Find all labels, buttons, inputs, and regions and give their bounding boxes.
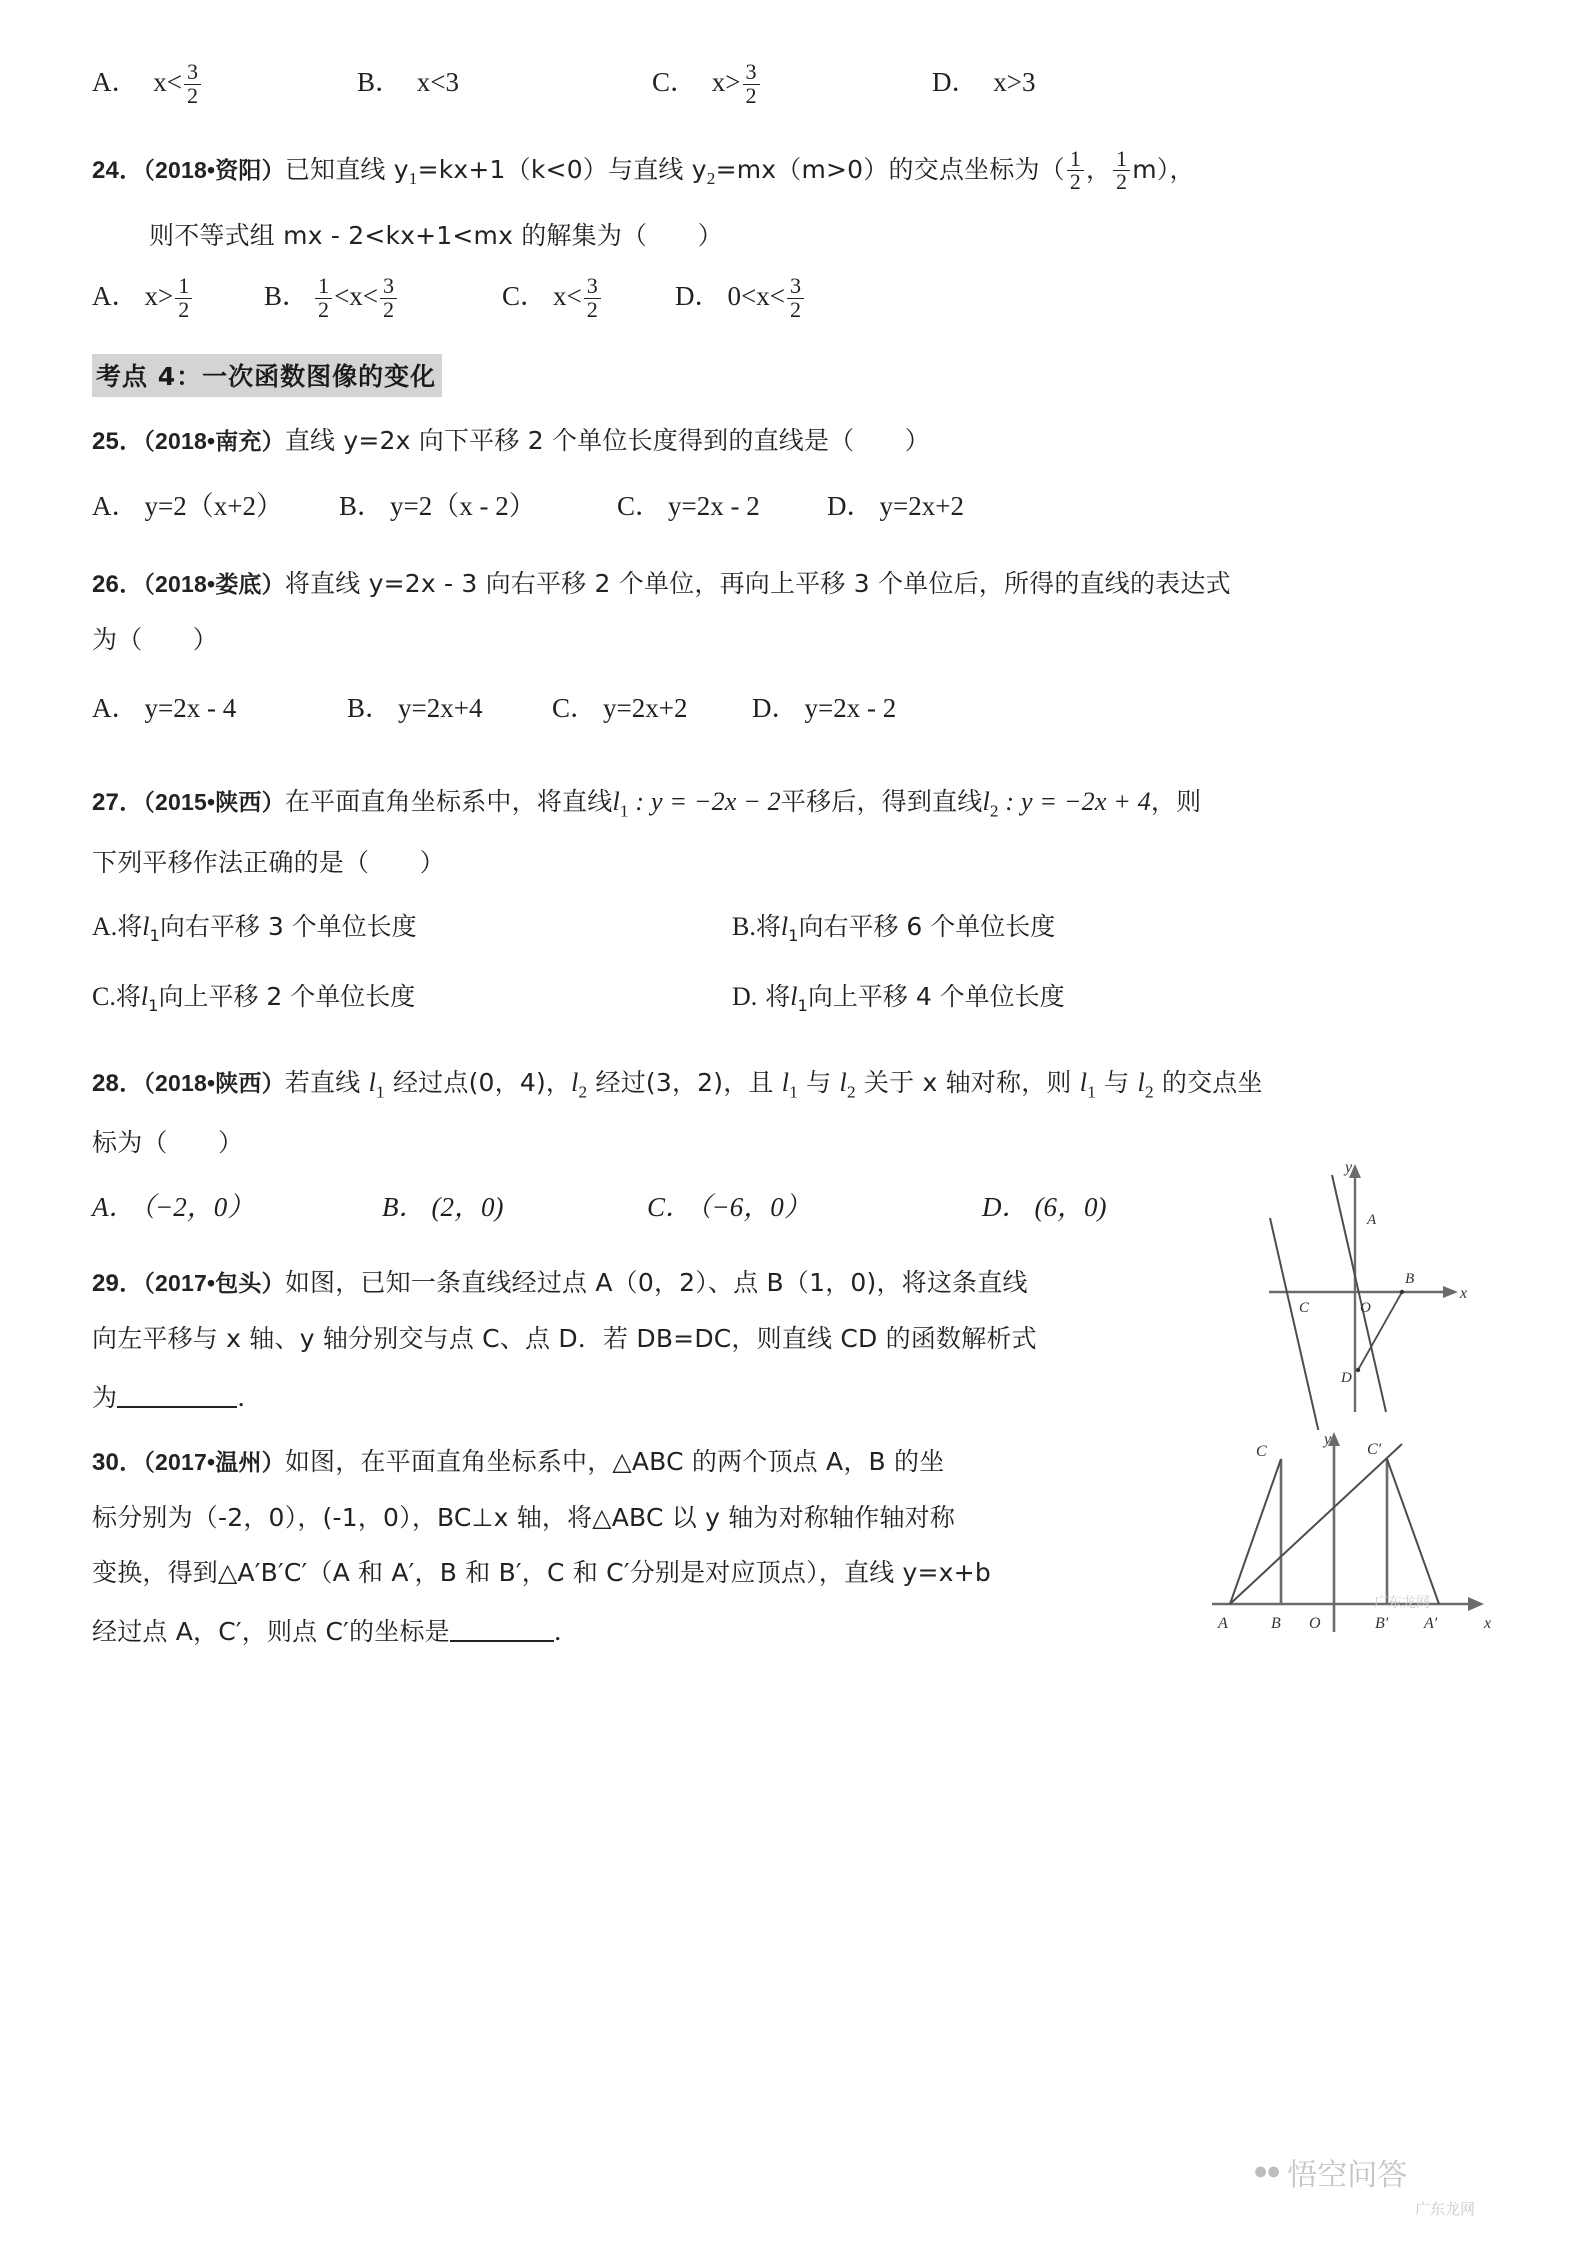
q29-line-cd xyxy=(1270,1218,1324,1430)
q24-choice-b-label: B． xyxy=(264,281,310,312)
q29-label-origin: O xyxy=(1360,1300,1371,1316)
q29-label-y-axis: y xyxy=(1345,1159,1353,1176)
q27-choices-row-2 xyxy=(92,977,1492,1043)
q27-choice-b-l-symbol: l xyxy=(780,911,789,941)
q27-line-1 xyxy=(92,788,1492,820)
q23-choice-a-fraction: $\frac{3}{2}$ xyxy=(184,61,201,107)
q24-choice-b-fraction-2: $\frac{3}{2}$ xyxy=(380,275,397,321)
q24-choice-d-fraction: $\frac{3}{2}$ xyxy=(787,275,804,321)
q24-choice-a-fraction: $\frac{1}{2}$ xyxy=(175,275,192,321)
q27-l1-subscript: 1 xyxy=(619,801,629,821)
q27-choice-a-subscript: 1 xyxy=(149,925,160,945)
q26-choice-b-text: y=2x+4 xyxy=(398,693,483,724)
q25-line-1 xyxy=(92,427,1492,454)
q28-text-1g: 的交点坐 xyxy=(1153,1067,1263,1097)
q25-choice-a-text: y=2（x+2） xyxy=(144,491,283,522)
q24-coord-x-fraction: $\frac{1}{2}$ xyxy=(1067,148,1084,193)
q25-choice-c[interactable] xyxy=(617,484,760,523)
q27-choice-b-pre: 将 xyxy=(755,911,781,941)
q25-text: 直线 y=2x 向下平移 2 个单位长度得到的直线是（ ） xyxy=(284,426,930,456)
q28-l4-subscript: 2 xyxy=(846,1082,856,1102)
q27-choice-c[interactable] xyxy=(92,977,415,1015)
q28-choice-a-text: （−2，0） xyxy=(141,1192,255,1223)
q28-text-1e: 关于 x 轴对称，则 xyxy=(855,1067,1080,1097)
q27-choice-c-label: C. xyxy=(92,981,116,1011)
q26-choice-d-text: y=2x - 2 xyxy=(804,693,897,724)
q27-choice-a-pre: 将 xyxy=(117,911,143,941)
q30-label-point-a-prime: A′ xyxy=(1424,1615,1438,1632)
q30-answer-blank[interactable] xyxy=(450,1615,554,1642)
q30-x-axis-arrow xyxy=(1468,1597,1484,1611)
q24-text-1b: =kx+1（k<0）与直线 y xyxy=(417,154,707,184)
q25-choice-b-label: B． xyxy=(339,491,385,522)
q27-choice-c-l-symbol: l xyxy=(140,981,149,1011)
q27-choice-d-post: 向上平移 4 个单位长度 xyxy=(807,981,1065,1011)
q24-choice-b[interactable] xyxy=(264,274,399,321)
q24-text-1a: 已知直线 y xyxy=(284,154,409,184)
q29-figure-svg xyxy=(1255,1150,1555,1430)
q28-l5-symbol: l xyxy=(1079,1067,1088,1097)
q24-source: （2018•资阳） xyxy=(143,156,285,183)
q27-number: 27． xyxy=(92,789,144,817)
q30-label-point-a: A xyxy=(1218,1615,1228,1632)
q28-choice-a[interactable] xyxy=(92,1185,254,1224)
q29-number: 29． xyxy=(92,1270,144,1298)
q27-l2-subscript: 2 xyxy=(989,801,999,821)
q24-line-2: 则不等式组 mx - 2<kx+1<mx 的解集为（ ） xyxy=(149,221,723,251)
q25-source: （2018•南充） xyxy=(143,428,285,455)
q29-label-point-b: B xyxy=(1405,1271,1415,1287)
q28-choice-c-label: C． xyxy=(647,1192,693,1223)
q26-choice-a-text: y=2x - 4 xyxy=(144,693,237,724)
q25-choice-d-label: D． xyxy=(827,491,874,522)
q23-choice-d-expr: x>3 xyxy=(993,67,1036,97)
q23-choice-c-fraction: $\frac{3}{2}$ xyxy=(743,61,760,107)
q28-l1-subscript: 1 xyxy=(376,1082,385,1102)
q27-choice-d-l-symbol: l xyxy=(790,981,798,1011)
q26-line-2: 为（ ） xyxy=(92,625,219,655)
q30-number: 30． xyxy=(92,1449,144,1477)
q27-source: （2015•陕西） xyxy=(143,789,285,816)
q24-choice-b-mid: <x< xyxy=(334,281,379,312)
q25-choice-b-text: y=2（x - 2） xyxy=(390,491,536,522)
q26-line-1 xyxy=(92,570,1492,597)
q27-equation-1: : y = −2x − 2 xyxy=(628,787,781,817)
q24-line-1 xyxy=(92,148,1492,193)
q27-choice-d-subscript: 1 xyxy=(797,995,808,1015)
q30-label-point-c: C xyxy=(1256,1443,1267,1460)
q28-number: 28． xyxy=(92,1069,144,1097)
q26-text-1: 将直线 y=2x - 3 向右平移 2 个单位，再向上平移 3 个单位后，所得的直线的表达式 xyxy=(284,569,1231,599)
q29-source: （2017•包头） xyxy=(143,1270,285,1297)
q24-coord-separator: ， xyxy=(1085,154,1112,184)
q28-l6-symbol: l xyxy=(1137,1067,1145,1097)
q26-choice-c-text: y=2x+2 xyxy=(603,693,688,724)
q27-text-1c: ，则 xyxy=(1150,787,1202,817)
q29-text-1: 如图，已知一条直线经过点 A（0，2）、点 B（1，0)，将这条直线 xyxy=(284,1268,1028,1298)
q30-label-point-b-prime: B′ xyxy=(1375,1615,1389,1632)
q24-choice-c[interactable] xyxy=(502,274,603,321)
q30-answer-suffix: ． xyxy=(553,1617,580,1647)
q30-label-point-c-prime: C′ xyxy=(1367,1441,1382,1458)
section-header-wrapper xyxy=(92,354,1492,397)
q28-text-1f: 与 xyxy=(1096,1067,1138,1097)
q27-choice-b-post: 向右平移 6 个单位长度 xyxy=(798,911,1056,941)
q27-text-1a: 在平面直角坐标系中，将直线 xyxy=(284,787,613,817)
q27-choice-a[interactable] xyxy=(92,907,417,945)
q28-l3-symbol: l xyxy=(781,1067,790,1097)
q28-choice-c[interactable] xyxy=(647,1185,811,1224)
q23-choices-row xyxy=(92,60,1492,134)
q23-choice-d-label: D． xyxy=(932,67,979,97)
q29-answer-suffix: ． xyxy=(237,1383,263,1413)
q28-choice-a-label: A． xyxy=(92,1192,136,1223)
q26-number: 26． xyxy=(92,571,144,599)
q28-choice-d-label: D． xyxy=(982,1192,1029,1223)
q25-choice-d-text: y=2x+2 xyxy=(879,491,964,522)
q30-label-x-axis: x xyxy=(1484,1615,1492,1632)
q24-text-1c: =mx（m>0）的交点坐标为（ xyxy=(715,154,1065,184)
q24-choice-c-fraction: $\frac{3}{2}$ xyxy=(584,275,601,321)
q26-choice-d[interactable] xyxy=(752,686,896,725)
q27-choice-d-pre: 将 xyxy=(765,981,791,1011)
q23-choice-c-expr: x> xyxy=(711,67,741,97)
q26-choice-a-label: A． xyxy=(92,693,139,724)
q28-source: （2018•陕西） xyxy=(143,1069,285,1096)
q29-label-x-axis: x xyxy=(1460,1285,1468,1302)
q23-choice-c-label: C． xyxy=(652,67,698,97)
q27-line-2: 下列平移作法正确的是（ ） xyxy=(92,847,445,877)
watermark-sub-text: 广东龙网 xyxy=(1415,2200,1476,2218)
q23-choice-c[interactable] xyxy=(652,60,762,107)
q27-choice-a-post: 向右平移 3 个单位长度 xyxy=(159,911,417,941)
q28-l1-symbol: l xyxy=(368,1067,377,1097)
q27-equation-2: : y = −2x + 4 xyxy=(998,787,1151,817)
q23-choice-a-expr: x< xyxy=(153,67,182,97)
q23-choice-d[interactable] xyxy=(932,60,1035,99)
q27-choices-row-1 xyxy=(92,907,1492,973)
q27-choice-c-subscript: 1 xyxy=(148,995,159,1015)
q23-choice-a[interactable] xyxy=(92,60,203,107)
q30-source: （2017•温州） xyxy=(143,1449,285,1476)
q30-figure-svg xyxy=(1212,1432,1562,1684)
q23-choice-a-label: A． xyxy=(92,67,139,97)
q27-choice-b-label: B. xyxy=(732,911,756,941)
q30-line-2: 标分别为（-2，0），(-1，0），BC⊥x 轴，将△ABC 以 y 轴为对称轴作轴对称 xyxy=(92,1503,956,1533)
q28-choice-d[interactable] xyxy=(982,1185,1106,1224)
q30-segment-ac xyxy=(1230,1459,1281,1604)
q28-text-1c: 经过(3，2)，且 xyxy=(587,1067,782,1097)
q24-choice-a-expr: x> xyxy=(144,281,174,312)
q28-choice-b[interactable] xyxy=(382,1185,503,1224)
q27-text-1b: 平移后，得到直线 xyxy=(780,787,983,817)
q28-l4-symbol: l xyxy=(839,1067,847,1097)
watermark-brand-text: 悟空问答 xyxy=(1287,2158,1408,2193)
q28-choice-b-label: B． xyxy=(382,1192,426,1223)
q26-choice-d-label: D． xyxy=(752,693,799,724)
q30-segment-apcp xyxy=(1387,1459,1439,1604)
watermark-side-text: 广东龙网 xyxy=(1374,1595,1430,1611)
q29-point-d-marker xyxy=(1356,1368,1360,1372)
q24-number: 24． xyxy=(92,156,144,184)
section-header-kaodian-4: 考点 4：一次函数图像的变化 xyxy=(92,354,442,397)
q29-answer-prefix: 为 xyxy=(92,1383,118,1413)
q27-l2-symbol: l xyxy=(982,787,990,817)
q26-choice-a[interactable] xyxy=(92,686,236,725)
q25-number: 25． xyxy=(92,428,144,456)
q27-choice-c-post: 向上平移 2 个单位长度 xyxy=(158,981,416,1011)
q26-choice-b[interactable] xyxy=(347,686,482,725)
q27-choice-a-label: A. xyxy=(92,911,118,941)
q30-text-1: 如图，在平面直角坐标系中，△ABC 的两个顶点 A，B 的坐 xyxy=(284,1447,945,1477)
q28-l6-subscript: 2 xyxy=(1144,1082,1154,1102)
q27-choice-d[interactable] xyxy=(732,977,1065,1015)
q28-l3-subscript: 1 xyxy=(789,1082,799,1102)
q24-choice-a-label: A． xyxy=(92,281,139,312)
q24-choice-d-label: D． xyxy=(675,281,722,312)
q30-answer-prefix: 经过点 A，C′，则点 C′的坐标是 xyxy=(92,1617,450,1647)
q27-choice-a-l-symbol: l xyxy=(142,911,150,941)
q25-choice-b[interactable] xyxy=(339,484,536,523)
q24-choice-c-expr: x< xyxy=(553,281,582,312)
q29-label-point-c: C xyxy=(1299,1300,1310,1316)
q29-label-point-a: A xyxy=(1367,1212,1377,1228)
q26-choice-c-label: C． xyxy=(552,693,598,724)
q26-choice-c[interactable] xyxy=(552,686,687,725)
q30-label-point-b: B xyxy=(1271,1615,1281,1632)
q24-sub-2: 2 xyxy=(706,169,716,189)
q29-label-point-d: D xyxy=(1341,1370,1352,1386)
q29-point-b-marker xyxy=(1400,1290,1404,1294)
watermark-brand xyxy=(1253,2150,1407,2194)
q23-choice-b-label: B． xyxy=(357,67,403,97)
q27-l1-symbol: l xyxy=(612,787,620,817)
q26-source: （2018•娄底） xyxy=(143,571,285,598)
q26-choice-b-label: B． xyxy=(347,693,393,724)
q29-x-axis-arrow xyxy=(1443,1286,1458,1298)
q28-choice-d-text: (6，0) xyxy=(1034,1192,1107,1223)
q25-choice-d[interactable] xyxy=(827,484,964,523)
q23-choice-b-expr: x<3 xyxy=(416,67,459,97)
q24-choice-b-fraction-1: $\frac{1}{2}$ xyxy=(315,275,332,321)
q23-choice-b[interactable] xyxy=(357,60,459,99)
q27-choice-d-label: D. xyxy=(732,981,758,1011)
q28-text-1b: 经过点(0，4)， xyxy=(384,1067,572,1097)
q28-l2-subscript: 2 xyxy=(578,1082,588,1102)
q28-l5-subscript: 1 xyxy=(1087,1082,1096,1102)
q24-choice-d[interactable] xyxy=(675,274,806,321)
q27-choice-b[interactable] xyxy=(732,907,1055,945)
q24-sub-1: 1 xyxy=(408,169,418,189)
q30-line-y-equals-x-plus-b xyxy=(1230,1444,1402,1604)
q27-choice-b-subscript: 1 xyxy=(788,925,799,945)
q28-line-2: 标为（ ） xyxy=(92,1128,244,1158)
q30-line-3: 变换，得到△A′B′C′（A 和 A′，B 和 B′，C 和 C′分别是对应顶点），直线 y=x+b xyxy=(92,1558,991,1588)
q29-figure xyxy=(1255,1150,1555,1430)
q30-label-y-axis: y xyxy=(1324,1432,1332,1448)
q28-text-1d: 与 xyxy=(798,1067,840,1097)
q24-choice-a[interactable] xyxy=(92,274,194,321)
q27-choice-c-pre: 将 xyxy=(115,981,141,1011)
q25-choice-a[interactable] xyxy=(92,484,283,523)
q28-l2-symbol: l xyxy=(571,1067,579,1097)
q28-text-1a: 若直线 xyxy=(284,1067,369,1097)
q29-line-2: 向左平移与 x 轴、y 轴分别交与点 C、点 D．若 DB=DC，则直线 CD 的函数解析式 xyxy=(92,1324,1037,1354)
watermark-logo-icon: ●● xyxy=(1253,2158,1280,2185)
q24-choice-c-label: C． xyxy=(502,281,548,312)
q24-coord-tail: m）， xyxy=(1132,154,1195,184)
q24-choice-d-expr: 0<x< xyxy=(727,281,785,312)
q26-choices-row xyxy=(92,686,1492,744)
q28-choice-c-text: （−6，0） xyxy=(698,1192,811,1223)
q25-choice-c-label: C． xyxy=(617,491,663,522)
q24-choices-row xyxy=(92,274,1492,352)
q24-coord-y-fraction: $\frac{1}{2}$ xyxy=(1113,148,1130,193)
q25-choice-c-text: y=2x - 2 xyxy=(668,491,760,522)
q30-figure xyxy=(1212,1432,1562,1684)
q25-choices-row xyxy=(92,484,1492,542)
q30-label-origin: O xyxy=(1309,1615,1321,1632)
q28-line-1 xyxy=(92,1069,1492,1101)
q28-choice-b-text: (2，0) xyxy=(431,1192,504,1223)
q29-answer-blank[interactable] xyxy=(117,1381,237,1408)
q25-choice-a-label: A． xyxy=(92,491,139,522)
